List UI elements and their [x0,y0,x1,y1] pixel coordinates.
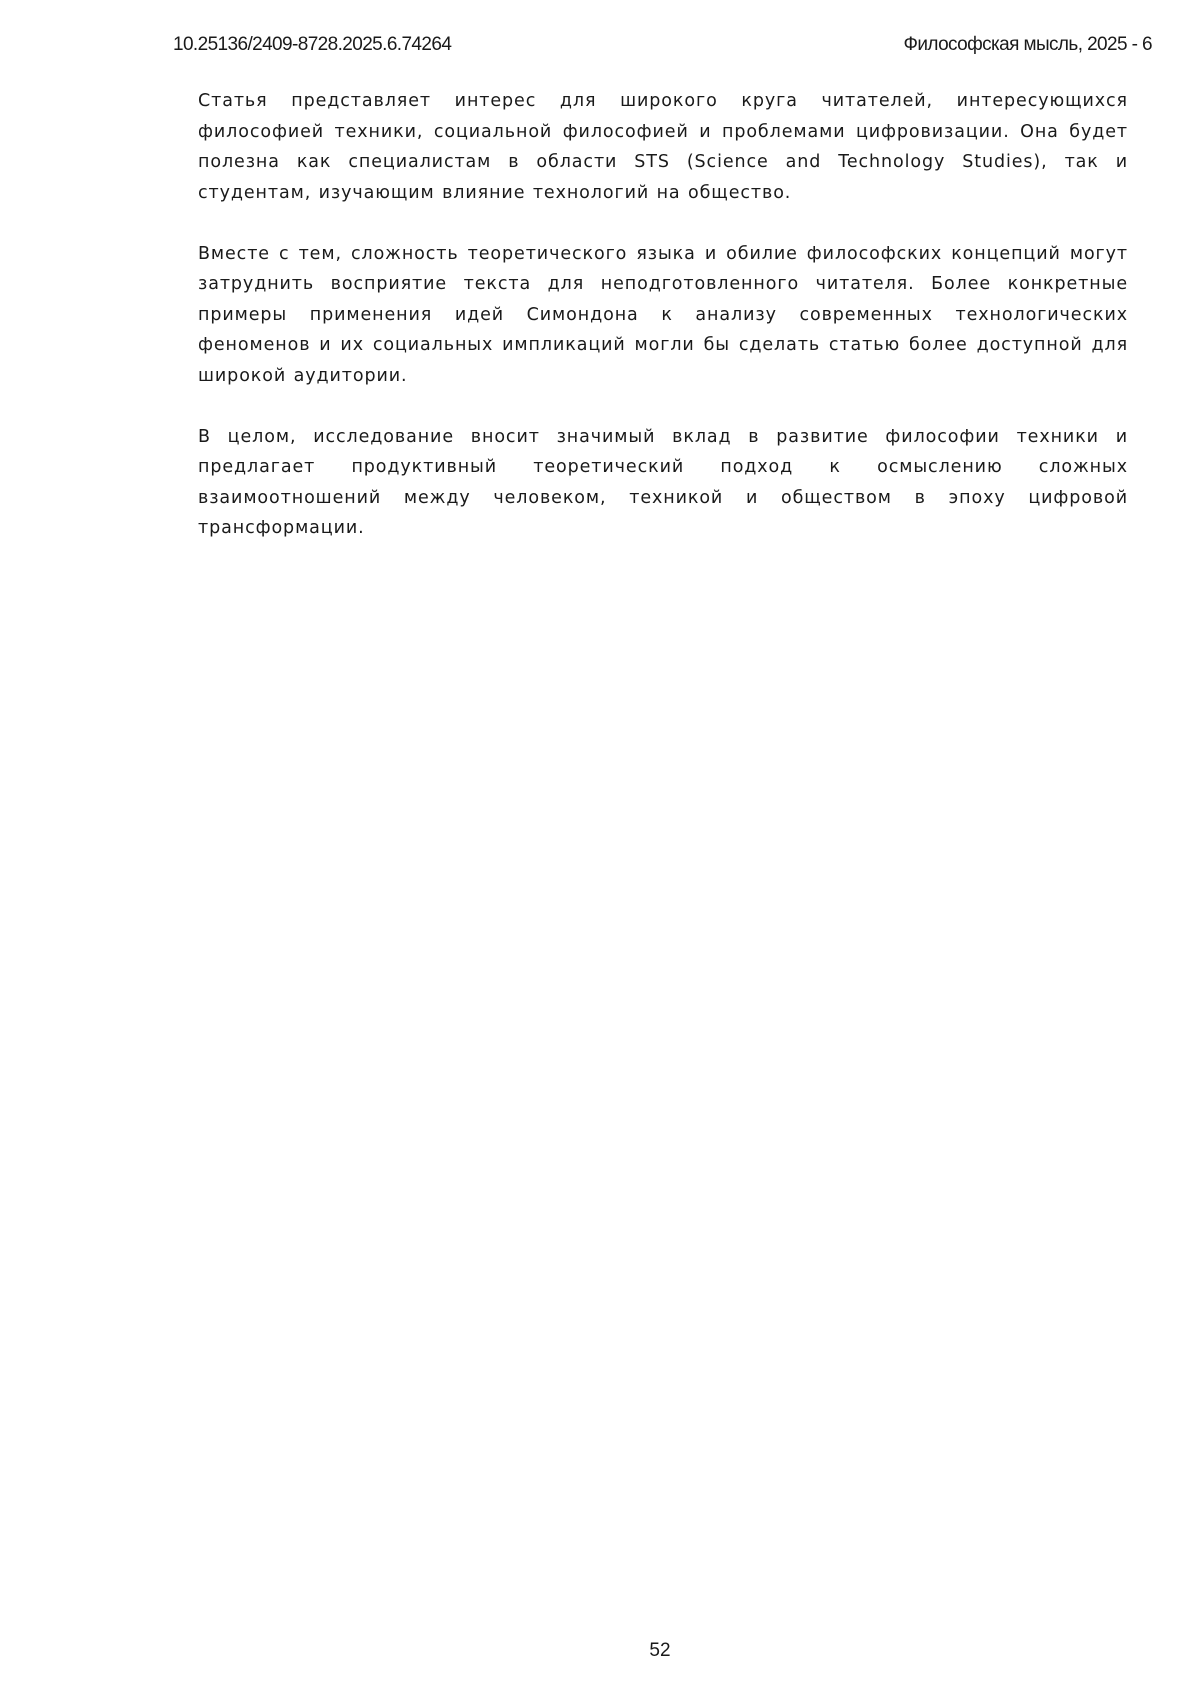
running-header [173,34,1152,64]
paragraph-audience: Статья представляет интерес для широкого круга читателей, интересующихся философией техники, социальной философией и проблемами цифровизации. Она будет полезна как специалистам в области STS (Science and Technology Studies), так и студентам, изучающим влияние технологий на общество. [198,91,1128,203]
doi-reference: 10.25136/2409-8728.2025.6.74264 [173,34,452,55]
paragraph-critique: Вместе с тем, сложность теоретического языка и обилие философских концепций могут затруднить восприятие текста для неподготовленного читателя. Более конкретные примеры применения идей Симондона к анализу современных технологических феноменов и их социальных импликаций могли бы сделать статью более доступной для широкой аудитории. [198,243,1128,386]
journal-issue-title: Философская мысль, 2025 - 6 [903,34,1152,55]
page-number: 52 [649,1640,671,1661]
paragraph-conclusion: В целом, исследование вносит значимый вклад в развитие философии техники и предлагает продуктивный теоретический подход к осмыслению сложных взаимоотношений между человеком, техникой и обществом в эпоху цифровой трансформации. [198,426,1128,538]
article-body [198,86,1128,574]
